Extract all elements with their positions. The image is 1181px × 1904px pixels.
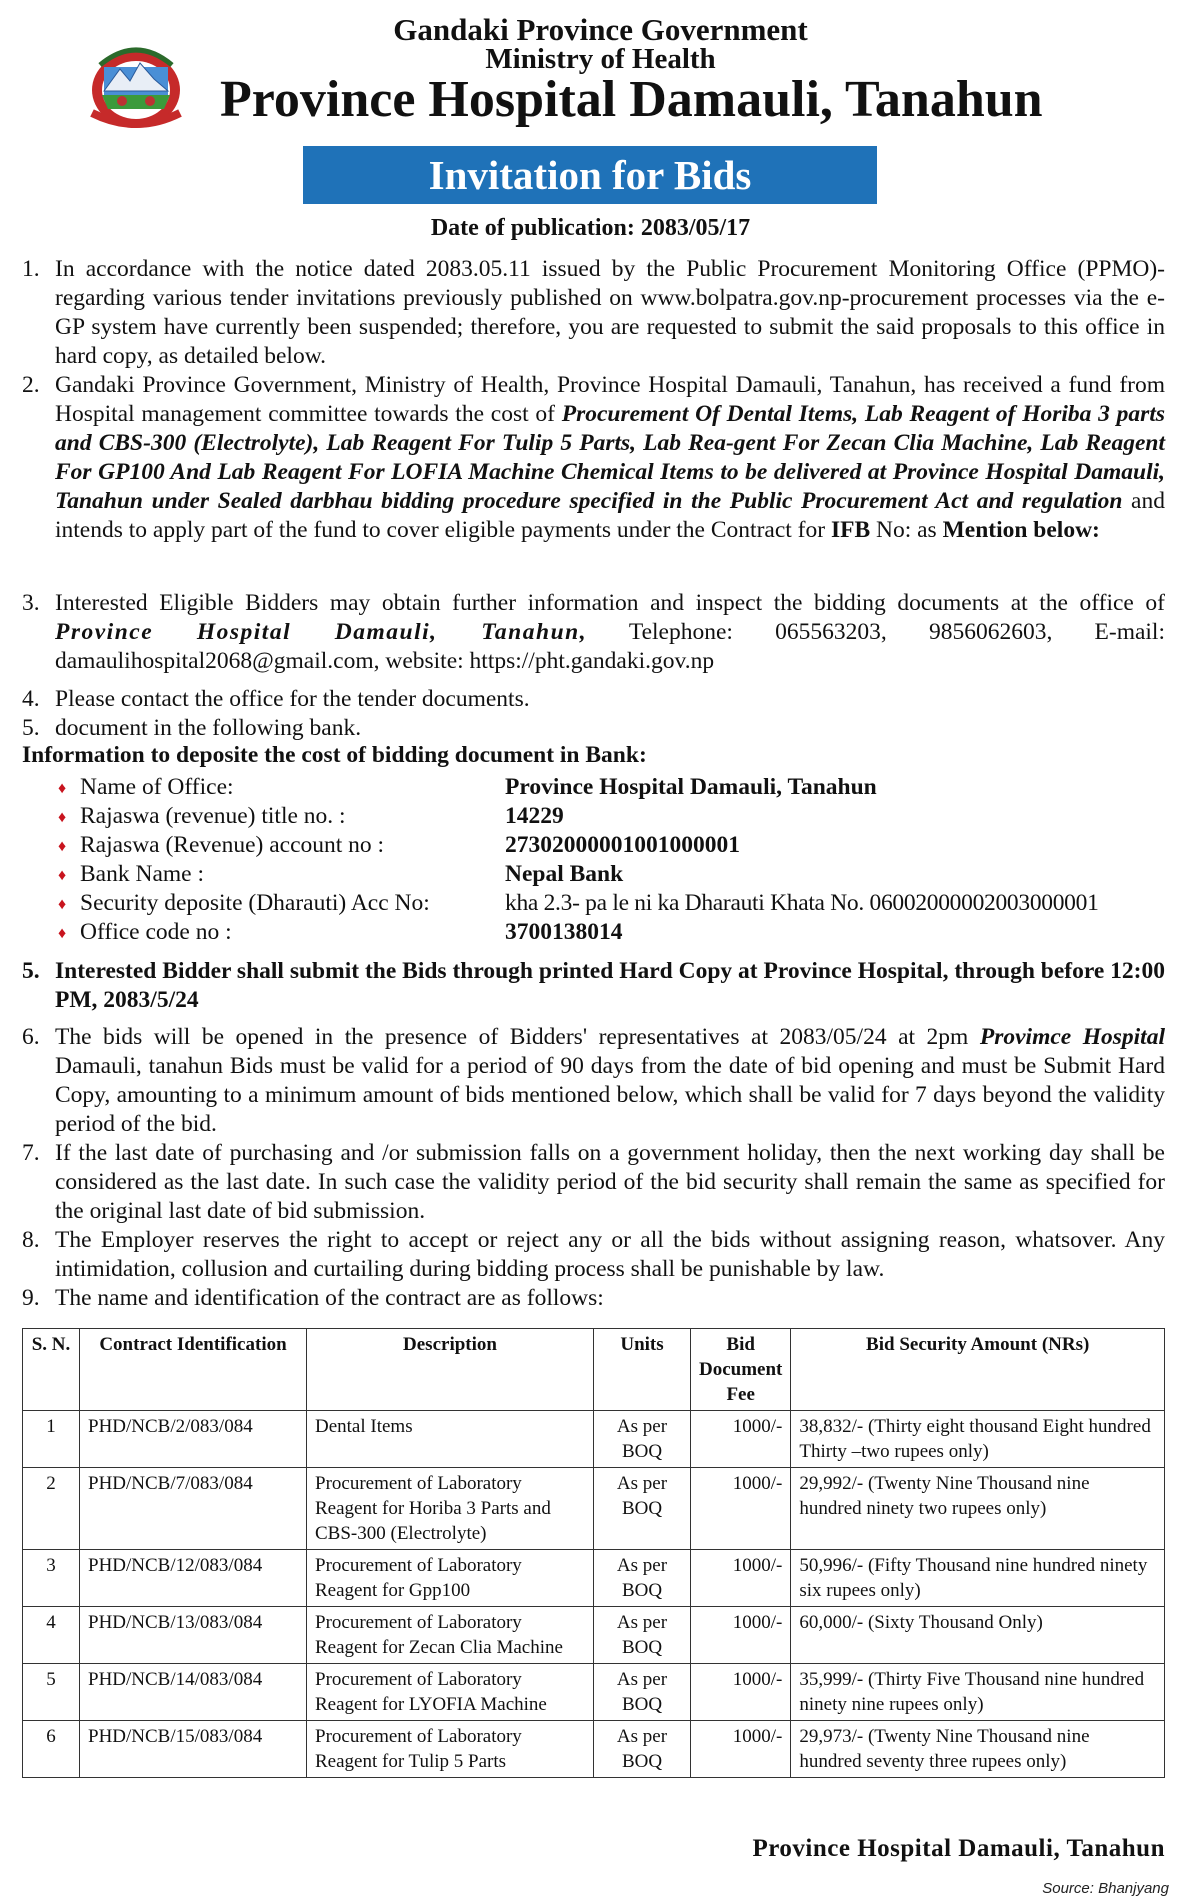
paragraph-submission: Interested Bidder shall submit the Bids through printed Hard Copy at Province Hospital, through before 12:00 PM, 2083/5/24 [55, 958, 1165, 1013]
source-credit: Source: Bhanjyang [1042, 1880, 1169, 1897]
publication-date: Date of publication: 2083/05/17 [430, 215, 751, 241]
item-number: 4. [22, 686, 40, 712]
cell-contract-id: PHD/NCB/2/083/084 [80, 1411, 307, 1468]
paragraph-6 [55, 1023, 1165, 1139]
col-header-description: Description [307, 1329, 594, 1411]
ministry-name: Ministry of Health [485, 43, 716, 75]
table-row [23, 1664, 1165, 1721]
cell-fee: 1000/- [691, 1411, 791, 1468]
table-row [23, 1411, 1165, 1468]
cell-fee: 1000/- [691, 1468, 791, 1550]
cell-security: 50,996/- (Fifty Thousand nine hundred ninety six rupees only) [791, 1550, 1165, 1607]
contracts-table [22, 1328, 1165, 1778]
cell-fee: 1000/- [691, 1664, 791, 1721]
p2-text-as: No: as [870, 517, 943, 543]
item-number: 5. [22, 958, 40, 984]
item-number: 9. [22, 1285, 40, 1311]
paragraph-4: Please contact the office for the tender documents. [55, 686, 530, 712]
item-number: 8. [22, 1227, 40, 1253]
cell-contract-id: PHD/NCB/14/083/084 [80, 1664, 307, 1721]
cell-fee: 1000/- [691, 1550, 791, 1607]
cell-contract-id: PHD/NCB/13/083/084 [80, 1607, 307, 1664]
cell-sn: 3 [23, 1550, 80, 1607]
col-header-units: Units [594, 1329, 691, 1411]
item-number: 5. [22, 715, 40, 741]
diamond-bullet-icon: ♦ [58, 809, 67, 826]
cell-security: 38,832/- (Thirty eight thousand Eight hundred Thirty –two rupees only) [791, 1411, 1165, 1468]
p6-text-cont: Damauli, tanahun Bids must be valid for a period of 90 days from the date of bid opening and must be Submit Hard Copy, amounting to a minimum amount of bids mentioned below, which shall be valid for 7 days beyond the validity period of the bid. [55, 1053, 1165, 1137]
item-number: 1. [22, 256, 40, 282]
government-name: Gandaki Province Government [393, 12, 808, 47]
p2-text-cont: and intends to apply part of the fund to cover eligible payments under the Contract for [55, 488, 1165, 543]
bank-value: kha 2.3- pa le ni ka Dharauti Khata No. 06002000002003000001 [505, 890, 1099, 916]
cell-security: 29,973/- (Twenty Nine Thousand nine hundred seventy three rupees only) [791, 1721, 1165, 1778]
footer-signature: Province Hospital Damauli, Tanahun [752, 1835, 1165, 1862]
p2-ifb: IFB [830, 517, 871, 543]
cell-sn: 2 [23, 1468, 80, 1550]
bank-info-heading: Information to deposite the cost of bidding document in Bank: [22, 742, 647, 768]
p2-procurement-items: Procurement Of Dental Items, Lab Reagent of Horiba 3 parts and CBS-300 (Electrolyte), Lab Reagent For Tulip 5 Parts, Lab Rea-gent For Zecan Clia Machine, Lab Reagent For GP100 And Lab Reagent For LOFIA Machine Chemical Items to be delivered at Province Hospital Damauli, Tanahun under Sealed darbhau bidding procedure specified in the Public Procurement Act and regulation [55, 401, 1166, 514]
p2-text: Gandaki Province Government, Ministry of Health, Province Hospital Damauli, Tanahun, has received a fund from Hospital management committee towards the cost of [55, 372, 1165, 427]
diamond-bullet-icon: ♦ [58, 838, 67, 855]
table-row [23, 1550, 1165, 1607]
cell-security: 35,999/- (Thirty Five Thousand nine hundred ninety nine rupees only) [791, 1664, 1165, 1721]
table-row [23, 1721, 1165, 1778]
cell-security: 29,992/- (Twenty Nine Thousand nine hundred ninety two rupees only) [791, 1468, 1165, 1550]
paragraph-8: The Employer reserves the right to accept or reject any or all the bids without assigning reason, whatsover. Any intimidation, collusion and curtailing during bidding process shall be punishable by law. [55, 1227, 1165, 1282]
cell-fee: 1000/- [691, 1721, 791, 1778]
invitation-banner: Invitation for Bids [303, 146, 877, 204]
p6-hospital: Provimce Hospital [979, 1024, 1165, 1050]
cell-contract-id: PHD/NCB/15/083/084 [80, 1721, 307, 1778]
diamond-bullet-icon: ♦ [58, 896, 67, 913]
item-number: 3. [22, 590, 40, 616]
cell-sn: 6 [23, 1721, 80, 1778]
col-header-sn: S. N. [23, 1329, 80, 1411]
bank-label: Name of Office: [80, 774, 234, 800]
diamond-bullet-icon: ♦ [58, 925, 67, 942]
p3-office-name: Province Hospital Damauli, Tanahun, [55, 619, 588, 645]
item-number: 2. [22, 372, 40, 398]
bank-label: Office code no : [80, 919, 232, 945]
cell-units: As per BOQ [594, 1550, 691, 1607]
bank-value: 14229 [505, 803, 564, 829]
cell-sn: 5 [23, 1664, 80, 1721]
table-row [23, 1607, 1165, 1664]
bank-label: Bank Name : [80, 861, 204, 887]
cell-sn: 1 [23, 1411, 80, 1468]
paragraph-1: In accordance with the notice dated 2083.05.11 issued by the Public Procurement Monitoring Office (PPMO)-regarding various tender invitations previously published on www.bolpatra.gov.np-procurement processes via the e-GP system have currently been suspended; therefore, you are requested to submit the said proposals to this office in hard copy, as detailed below. [55, 256, 1165, 369]
bank-label: Security deposite (Dharauti) Acc No: [80, 890, 430, 916]
cell-description: Procurement of Laboratory Reagent for Horiba 3 Parts and CBS-300 (Electrolyte) [307, 1468, 594, 1550]
cell-description: Procurement of Laboratory Reagent for Gpp100 [307, 1550, 594, 1607]
bank-label: Rajaswa (Revenue) account no : [80, 832, 385, 858]
cell-description: Procurement of Laboratory Reagent for Tulip 5 Parts [307, 1721, 594, 1778]
cell-description: Procurement of Laboratory Reagent for LYOFIA Machine [307, 1664, 594, 1721]
paragraph-3 [55, 589, 1165, 676]
item-number: 7. [22, 1140, 40, 1166]
p2-mention: Mention below: [942, 517, 1100, 543]
bank-value: Nepal Bank [505, 861, 624, 887]
p3-contact: Telephone: 065563203, 9856062603, E-mail: damaulihospital2068@gmail.com, website: https://pht.gandaki.gov.np [55, 619, 1165, 674]
bank-label: Rajaswa (revenue) title no. : [80, 803, 346, 829]
col-header-contract-id: Contract Identification [80, 1329, 307, 1411]
paragraph-7: If the last date of purchasing and /or submission falls on a government holiday, then the next working day shall be considered as the last date. In such case the validity period of the bid security shall remain the same as specified for the original last date of bid submission. [55, 1140, 1165, 1224]
cell-units: As per BOQ [594, 1468, 691, 1550]
paragraph-2 [55, 371, 1165, 545]
cell-units: As per BOQ [594, 1721, 691, 1778]
table-row [23, 1468, 1165, 1550]
cell-units: As per BOQ [594, 1411, 691, 1468]
col-header-fee: Bid Document Fee [691, 1329, 791, 1411]
hospital-title: Province Hospital Damauli, Tanahun [220, 71, 1043, 128]
bank-value: 3700138014 [505, 919, 623, 945]
cell-description: Dental Items [307, 1411, 594, 1468]
paragraph-9: The name and identification of the contract are as follows: [55, 1285, 604, 1311]
cell-contract-id: PHD/NCB/12/083/084 [80, 1550, 307, 1607]
p6-text: The bids will be opened in the presence of Bidders' representatives at 2083/05/24 at 2pm [55, 1024, 980, 1050]
cell-security: 60,000/- (Sixty Thousand Only) [791, 1607, 1165, 1664]
bank-value: Province Hospital Damauli, Tanahun [505, 774, 877, 800]
item-number: 6. [22, 1024, 40, 1050]
cell-contract-id: PHD/NCB/7/083/084 [80, 1468, 307, 1550]
diamond-bullet-icon: ♦ [58, 780, 67, 797]
cell-description: Procurement of Laboratory Reagent for Zecan Clia Machine [307, 1607, 594, 1664]
paragraph-5: document in the following bank. [55, 715, 362, 741]
col-header-security: Bid Security Amount (NRs) [791, 1329, 1165, 1411]
diamond-bullet-icon: ♦ [58, 867, 67, 884]
cell-fee: 1000/- [691, 1607, 791, 1664]
cell-units: As per BOQ [594, 1664, 691, 1721]
bank-value: 27302000001001000001 [505, 832, 740, 858]
table-header-row [23, 1329, 1165, 1411]
p3-text: Interested Eligible Bidders may obtain further information and inspect the bidding documents at the office of [55, 590, 1165, 616]
cell-units: As per BOQ [594, 1607, 691, 1664]
cell-sn: 4 [23, 1607, 80, 1664]
